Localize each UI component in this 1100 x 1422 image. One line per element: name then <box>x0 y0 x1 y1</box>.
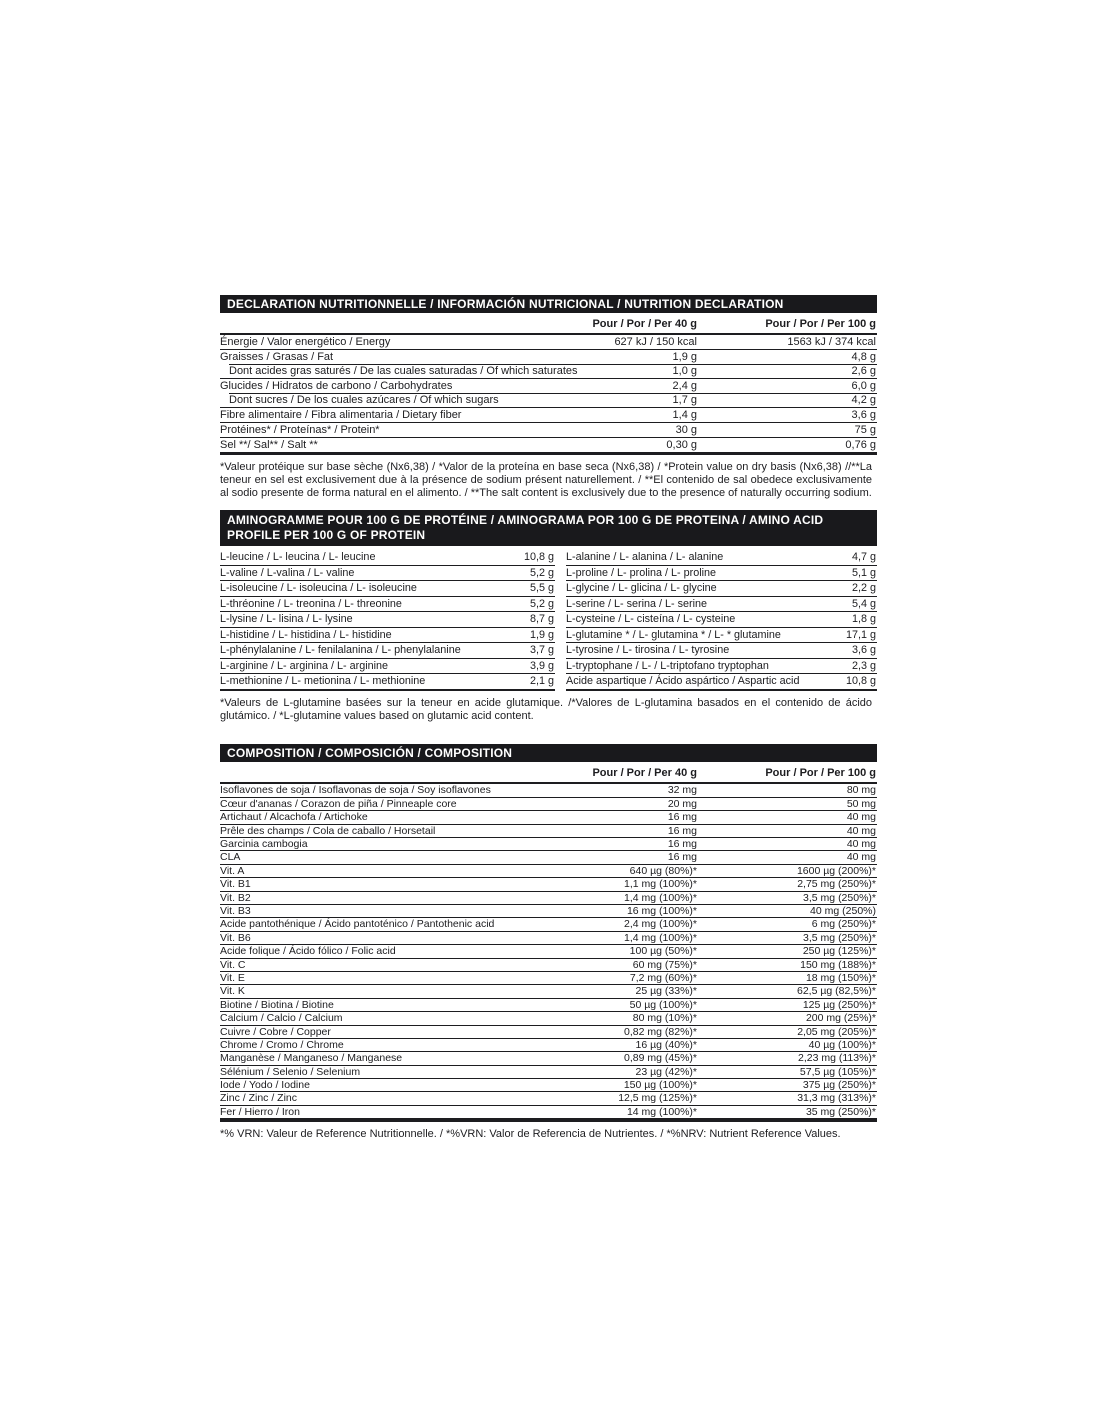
amino-value: 10,8 g <box>523 551 554 564</box>
row-label: CLA <box>220 851 241 864</box>
row-label: Vit. B2 <box>220 891 251 904</box>
row-value-100g: 6,0 g <box>851 380 876 392</box>
row-value-100g: 150 mg (188%)* <box>800 958 876 971</box>
row-value-40g: 2,4 mg (100%)* <box>624 918 697 931</box>
row-value-100g: 40 mg <box>846 811 876 824</box>
row-value-40g: 1,0 g <box>672 365 697 377</box>
nutrition-declaration-section <box>220 295 877 499</box>
table-row <box>220 378 877 393</box>
amino-value: 1,9 g <box>529 628 554 641</box>
amino-value: 5,2 g <box>529 597 554 610</box>
column-header-per-40g: Pour / Por / Per 40 g <box>592 318 697 330</box>
row-label: Vit. B6 <box>220 931 251 944</box>
row-value-100g: 35 mg (250%)* <box>805 1105 876 1118</box>
amino-row <box>566 673 877 689</box>
row-value-40g: 627 kJ / 150 kcal <box>614 336 697 348</box>
row-value-100g: 6 mg (250%)* <box>811 918 876 931</box>
row-label: Vit. C <box>220 958 246 971</box>
table-row <box>220 824 877 837</box>
row-label: Dont sucres / De los cuales azúcares / Of which sugars <box>229 394 499 406</box>
table-row <box>220 1025 877 1038</box>
row-value-40g: 16 mg <box>667 851 697 864</box>
amino-value: 8,7 g <box>529 613 554 626</box>
composition-column-header-row <box>220 765 877 784</box>
table-row <box>220 958 877 971</box>
row-value-40g: 0,30 g <box>666 439 697 451</box>
table-row <box>220 393 877 407</box>
table-row <box>220 407 877 422</box>
table-row <box>220 810 877 823</box>
row-label: Artichaut / Alcachofa / Artichoke <box>220 811 368 824</box>
row-label: Chrome / Cromo / Chrome <box>220 1038 344 1051</box>
row-value-100g: 75 g <box>854 424 876 436</box>
row-value-100g: 57,5 µg (105%)* <box>799 1065 876 1078</box>
row-value-40g: 1,9 g <box>672 351 697 363</box>
row-value-40g: 1,1 mg (100%)* <box>624 878 697 891</box>
amino-label: Acide aspartique / Ácido aspártico / Aspartic acid <box>566 675 800 688</box>
column-header-per-40g: Pour / Por / Per 40 g <box>592 767 697 780</box>
table-row <box>220 837 877 850</box>
row-label: Manganèse / Manganeso / Manganese <box>220 1052 403 1065</box>
amino-label: L-methionine / L- metionina / L- methionine <box>220 675 426 688</box>
nutrition-footnote: *Valeur protéique sur base sèche (Nx6,38) / *Valor de la proteína en base seca (Nx6,38) / *Protein value on dry basis (Nx6,38) //**La teneur en sel est exclusivement due à la présence de sodium présent naturellement. / **El contenido de sal obedece exclusivamente al sodio presente de forma natural en el alimento. / **The salt content is exclusively due to the presence of naturally occurring sodium. <box>220 461 872 499</box>
composition-footnote: *% VRN: Valeur de Reference Nutritionnelle. / *%VRN: Valor de Referencia de Nutrientes. / *%NRV: Nutrient Reference Values. <box>220 1128 841 1141</box>
table-row <box>220 1038 877 1051</box>
row-label: Vit. B1 <box>220 878 251 891</box>
amino-value: 5,1 g <box>851 566 876 579</box>
table-row <box>220 877 877 890</box>
column-header-per-100g: Pour / Por / Per 100 g <box>765 318 876 330</box>
amino-label: L-cysteine / L- cisteína / L- cysteine <box>566 613 736 626</box>
row-value-40g: 16 mg <box>667 811 697 824</box>
table-row <box>220 917 877 930</box>
amino-row <box>220 580 555 596</box>
amino-row <box>566 642 877 658</box>
amino-value: 17,1 g <box>845 628 876 641</box>
row-value-40g: 23 µg (42%)* <box>635 1065 697 1078</box>
row-label: Vit. K <box>220 985 245 998</box>
amino-label: L-serine / L- serina / L- serine <box>566 597 708 610</box>
composition-title-bar: COMPOSITION / COMPOSICIÓN / COMPOSITION <box>220 744 877 762</box>
amino-acid-profile-section <box>220 510 877 722</box>
table-row <box>220 349 877 364</box>
amino-value: 4,7 g <box>851 551 876 564</box>
composition-table <box>220 765 877 1122</box>
row-label: Vit. A <box>220 864 245 877</box>
amino-value: 2,1 g <box>529 675 554 688</box>
row-value-40g: 50 µg (100%)* <box>629 998 697 1011</box>
row-value-100g: 50 mg <box>846 797 876 810</box>
row-value-100g: 62,5 µg (82,5%)* <box>796 985 876 998</box>
amino-value: 10,8 g <box>845 675 876 688</box>
table-row <box>220 998 877 1011</box>
row-value-100g: 2,6 g <box>851 365 876 377</box>
row-value-100g: 1600 µg (200%)* <box>796 864 876 877</box>
row-label: Acide pantothénique / Ácido pantoténico / Pantothenic acid <box>220 918 495 931</box>
row-label: Biotine / Biotina / Biotine <box>220 998 334 1011</box>
table-row <box>220 437 877 452</box>
row-label: Isoflavones de soja / Isoflavonas de soja / Soy isoflavones <box>220 784 491 797</box>
table-row <box>220 335 877 349</box>
table-row <box>220 931 877 944</box>
row-value-40g: 1,4 g <box>672 409 697 421</box>
row-value-40g: 25 µg (33%)* <box>635 985 697 998</box>
amino-label: L-tryptophane / L- / L-triptofano tryptophan <box>566 659 769 672</box>
amino-label: L-isoleucine / L- isoleucina / L- isoleucine <box>220 582 417 595</box>
row-value-100g: 40 mg <box>846 851 876 864</box>
row-value-100g: 40 mg (250%) <box>810 905 876 917</box>
table-row <box>220 984 877 997</box>
row-label: Acide folique / Ácido fólico / Folic acid <box>220 945 396 958</box>
row-label: Sel **/ Sal** / Salt ** <box>220 439 318 451</box>
row-label: Vit. E <box>220 971 245 984</box>
row-value-40g: 20 mg <box>667 797 697 810</box>
amino-row <box>566 550 877 565</box>
table-row <box>220 944 877 957</box>
table-row <box>220 891 877 904</box>
row-label: Prêle des champs / Cola de caballo / Horsetail <box>220 824 436 837</box>
row-value-40g: 80 mg (10%)* <box>632 1012 697 1025</box>
amino-value: 2,3 g <box>851 659 876 672</box>
row-label: Zinc / Zinc / Zinc <box>220 1092 298 1105</box>
table-row <box>220 904 877 917</box>
amino-row <box>566 658 877 674</box>
row-label: Fibre alimentaire / Fibra alimentaria / Dietary fiber <box>220 409 462 421</box>
amino-value: 5,2 g <box>529 566 554 579</box>
amino-value: 5,4 g <box>851 597 876 610</box>
amino-value: 3,6 g <box>851 644 876 657</box>
amino-row <box>220 642 555 658</box>
row-value-100g: 4,8 g <box>851 351 876 363</box>
amino-label: L-alanine / L- alanina / L- alanine <box>566 551 724 564</box>
row-value-40g: 100 µg (50%)* <box>629 945 697 958</box>
amino-row <box>220 565 555 581</box>
amino-row <box>220 658 555 674</box>
amino-row <box>566 565 877 581</box>
row-value-100g: 18 mg (150%)* <box>805 971 876 984</box>
amino-label: L-histidine / L- histidina / L- histidine <box>220 628 392 641</box>
amino-label: L-lysine / L- lisina / L- lysine <box>220 613 353 626</box>
amino-title-bar <box>220 510 877 546</box>
row-label: Iode / Yodo / Iodine <box>220 1079 310 1092</box>
row-label: Sélénium / Selenio / Selenium <box>220 1065 361 1078</box>
row-value-40g: 30 g <box>675 424 697 436</box>
row-value-100g: 2,23 mg (113%)* <box>797 1052 876 1065</box>
row-value-100g: 3,6 g <box>851 409 876 421</box>
amino-label: L-valine / L-valina / L- valine <box>220 566 355 579</box>
row-value-40g: 16 µg (40%)* <box>635 1038 697 1051</box>
row-value-40g: 14 mg (100%)* <box>626 1105 697 1118</box>
amino-row <box>220 611 555 627</box>
row-value-100g: 4,2 g <box>851 394 876 406</box>
amino-title-line2: PROFILE PER 100 G OF PROTEIN <box>227 528 426 543</box>
row-value-40g: 150 µg (100%)* <box>623 1079 697 1092</box>
amino-value: 3,9 g <box>529 659 554 672</box>
amino-value: 3,7 g <box>529 644 554 657</box>
nutrition-column-header-row <box>220 316 877 335</box>
row-value-40g: 1,4 mg (100%)* <box>624 891 697 904</box>
amino-row <box>220 550 555 565</box>
row-value-40g: 16 mg <box>667 824 697 837</box>
row-value-40g: 12,5 mg (125%)* <box>618 1092 697 1105</box>
row-value-100g: 40 mg <box>846 838 876 851</box>
amino-table <box>220 550 877 691</box>
table-row <box>220 1011 877 1024</box>
row-label: Énergie / Valor energético / Energy <box>220 336 391 348</box>
row-value-100g: 1563 kJ / 374 kcal <box>787 336 876 348</box>
row-label: Calcium / Calcio / Calcium <box>220 1012 343 1025</box>
table-row <box>220 784 877 796</box>
row-value-100g: 2,05 mg (205%)* <box>797 1025 876 1038</box>
table-row <box>220 971 877 984</box>
row-value-40g: 16 mg <box>667 838 697 851</box>
amino-value: 2,2 g <box>851 582 876 595</box>
row-value-100g: 3,5 mg (250%)* <box>803 931 876 944</box>
table-row <box>220 1105 877 1118</box>
row-value-40g: 2,4 g <box>672 380 697 392</box>
amino-row <box>220 596 555 612</box>
row-value-100g: 3,5 mg (250%)* <box>803 891 876 904</box>
nutrition-declaration-table <box>220 316 877 455</box>
row-value-100g: 0,76 g <box>845 439 876 451</box>
amino-label: L-phénylalanine / L- fenilalanina / L- phenylalanine <box>220 644 461 657</box>
amino-label: L-proline / L- prolina / L- proline <box>566 566 717 579</box>
row-value-100g: 80 mg <box>846 784 876 797</box>
amino-label: L-glycine / L- glicina / L- glycine <box>566 582 717 595</box>
table-row <box>220 797 877 810</box>
row-value-40g: 7,2 mg (60%)* <box>629 971 697 984</box>
amino-row <box>566 596 877 612</box>
amino-title-line1: AMINOGRAMME POUR 100 G DE PROTÉINE / AMINOGRAMA POR 100 G DE PROTEINA / AMINO ACID <box>227 513 824 528</box>
amino-label: L-leucine / L- leucina / L- leucine <box>220 551 376 564</box>
row-value-100g: 40 mg <box>846 824 876 837</box>
amino-value: 1,8 g <box>851 613 876 626</box>
table-row <box>220 1065 877 1078</box>
row-label: Cœur d'ananas / Corazon de piña / Pinneaple core <box>220 797 457 810</box>
table-row <box>220 1078 877 1091</box>
row-value-100g: 40 µg (100%)* <box>808 1038 876 1051</box>
amino-label: L-arginine / L- arginina / L- arginine <box>220 659 389 672</box>
table-row <box>220 1091 877 1104</box>
row-value-100g: 250 µg (125%)* <box>802 945 876 958</box>
amino-row <box>220 627 555 643</box>
row-value-40g: 1,7 g <box>672 394 697 406</box>
table-row <box>220 1051 877 1064</box>
amino-row <box>566 580 877 596</box>
row-label: Graisses / Grasas / Fat <box>220 351 334 363</box>
row-value-40g: 32 mg <box>667 784 697 797</box>
row-value-100g: 125 µg (250%)* <box>802 998 876 1011</box>
row-label: Dont acides gras saturés / De las cuales saturadas / Of which saturates <box>229 365 578 377</box>
row-value-100g: 2,75 mg (250%)* <box>797 878 876 891</box>
row-value-40g: 16 mg (100%)* <box>626 905 697 917</box>
amino-right-column <box>566 550 877 691</box>
row-label: Protéines* / Proteínas* / Protein* <box>220 424 380 436</box>
amino-row <box>566 627 877 643</box>
table-row <box>220 364 877 378</box>
row-value-100g: 31,3 mg (313%)* <box>797 1092 876 1105</box>
row-value-40g: 1,4 mg (100%)* <box>624 931 697 944</box>
row-label: Cuivre / Cobre / Copper <box>220 1025 331 1038</box>
row-label: Garcinia cambogia <box>220 838 308 851</box>
row-value-40g: 0,89 mg (45%)* <box>624 1052 697 1065</box>
amino-label: L-tyrosine / L- tirosina / L- tyrosine <box>566 644 730 657</box>
column-header-per-100g: Pour / Por / Per 100 g <box>765 767 876 780</box>
table-row <box>220 864 877 877</box>
row-value-100g: 200 mg (25%)* <box>805 1012 876 1025</box>
amino-label: L-glutamine * / L- glutamina * / L- * glutamine <box>566 628 781 641</box>
row-value-40g: 640 µg (80%)* <box>629 864 697 877</box>
amino-row <box>220 673 555 689</box>
table-row <box>220 422 877 437</box>
composition-section <box>220 744 877 1141</box>
row-value-40g: 60 mg (75%)* <box>632 958 697 971</box>
amino-left-column <box>220 550 555 691</box>
nutrition-declaration-title-bar: DECLARATION NUTRITIONNELLE / INFORMACIÓN NUTRICIONAL / NUTRITION DECLARATION <box>220 295 877 313</box>
nutrition-label-sheet <box>220 295 877 1141</box>
amino-row <box>566 611 877 627</box>
row-label: Fer / Hierro / Iron <box>220 1105 300 1118</box>
amino-label: L-thréonine / L- treonina / L- threonine <box>220 597 402 610</box>
row-label: Glucides / Hidratos de carbono / Carbohydrates <box>220 380 453 392</box>
table-row <box>220 850 877 863</box>
row-value-40g: 0,82 mg (82%)* <box>624 1025 697 1038</box>
amino-value: 5,5 g <box>529 582 554 595</box>
amino-footnote: *Valeurs de L-glutamine basées sur la teneur en acide glutamique. /*Valores de L-glutamina basados en el contenido de ácido glutámico. / *L-glutamine values based on glutamic acid content. <box>220 696 872 722</box>
row-label: Vit. B3 <box>220 905 251 917</box>
row-value-100g: 375 µg (250%)* <box>802 1079 876 1092</box>
